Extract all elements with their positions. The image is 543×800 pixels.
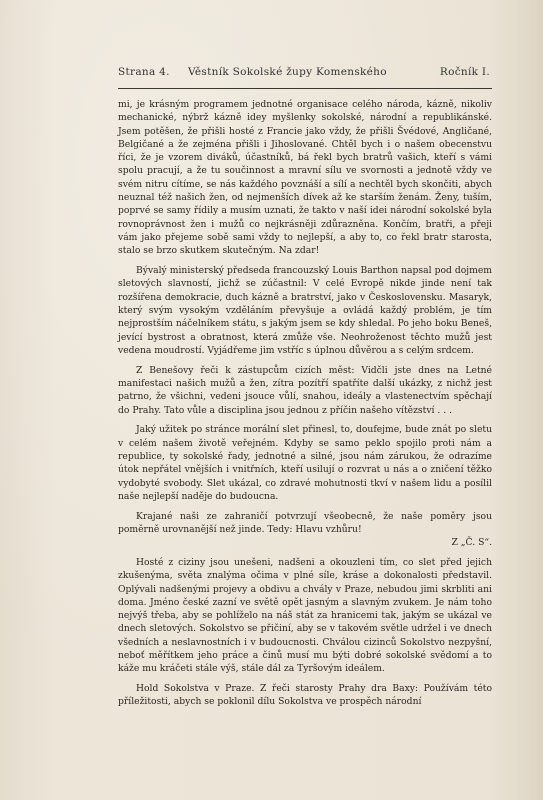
page-number: Strana 4.	[118, 66, 170, 78]
article-body	[118, 98, 492, 715]
paragraph: mi, je krásným programem jednotné organisace celého národa, kázně, nikoliv mechanické, nýbrž kázně idey myšlenky sokolské, národní a republikánské. Jsem potěšen, že přišli hosté z Francie jako vždy, že přišli Švédové, Angličané, Belgičané a že zejména přišli i Jihoslované. Chtěl bych i o našem obecenstvu říci, že je vzorem diváků, účastníků, bá řekl bych bratrů vašich, kteří s vámi spolu pracují, a že tu součinnost a mravní sílu ve svornosti a jednotě vždy ve svém nitru cítíme, se nás každého povznáší a sílí a nechtěl bych skončiti, abych neuznal též našich žen, od nejmenších dívek až ke starším ženám. Ženy, tuším, poprvé se samy řídily a musím uznati, že takto v naší idei národní sokolské byla rovnoprávnost žen i mužů co nejkrásněji zdůrazněna. Končím, bratři, a přeji vám jako přejeme sobě sami vždy to nejlepší, a aby to, co řekl bratr starosta, stalo se brzo skutkem skutečným. Na zdar!	[118, 99, 492, 257]
paragraph: Z Benešovy řeči k zástupcům cizích měst: Vidčli jste dnes na Letné manifestaci našich mužů a žen, zítra pozítří spatříte další ukázky, z nichž jest patrno, že všichni, vedeni jsouce vůlí, snahou, ideály a vlastenectvím spěchají do Prahy. Tato vůle a disciplina jsou jednou z příčin našeho vítězství . . .	[118, 364, 492, 416]
paragraph: Hold Sokolstva v Praze. Z řeči starosty Prahy dra Baxy: Používám této příležitosti, abych se poklonil dílu Sokolstva ve prospěch národní	[118, 683, 492, 708]
source-signature: Z „Č. S“.	[451, 537, 492, 549]
journal-title: Věstník Sokolské župy Komenského	[188, 66, 387, 78]
paragraph: Jaký užitek po stránce morální slet přinesl, to, doufejme, bude znát po sletu v celém našem životě veřejném. Kdyby se samo peklo spojilo proti nám a republice, ty sokolské řady, jednotné a silné, jsou nám zárukou, že odrazíme útok nepřátel vnějších i vnitřních, kteří usilují o rozvrat u nás a o zničení těžko vydobyté svobody. Slet ukázal, co zdravé mohutnosti tkví v našem lidu a posílil naše nejlepší naděje do budoucna.	[118, 424, 492, 502]
paragraph-text: Krajané naši ze zahraničí potvrzují všeobecně, že naše poměry jsou poměrně urovnanější než jinde. Tedy: Hlavu vzhůru!	[118, 510, 492, 535]
paragraph-with-signature	[118, 510, 492, 550]
header-rule	[118, 88, 492, 89]
paragraph: Bývalý ministerský předseda francouzský Louis Barthon napsal pod dojmem sletových slavností, jichž se zúčastnil: V celé Evropě nikde jinde není tak rozšířena demokracie, duch kázně a bratrství, jako v Československu. Masaryk, který svým vysokým vzděláním převyšuje a ovládá každý problém, je tím nejprostším náčelníkem státu, s jakým jsem se kdy shledal. Po jeho boku Beneš, jevící bystrost a obratnost, která zmůže vše. Neohroženost těchto mužů jest vedena moudrostí. Vyjádřeme jim vstříc s úplnou důvěrou a s celým srdcem.	[118, 265, 492, 356]
volume-number: Ročník I.	[439, 66, 490, 78]
running-header	[118, 66, 490, 84]
paragraph: Hosté z ciziny jsou unešeni, nadšeni a okouzleni tím, co slet před jejich zkušenýma, světa znalýma očima v plné síle, kráse a dokonalosti představil. Oplývali nadšenými projevy a obdivu a chvály v Praze, nebudou jimi skrbliti ani doma. Jméno české zazní ve světě opět jasným a slavným zvukem. Je nám toho nejvýš třeba, aby se pohlíželo na náš stát za hranicemi tak, jakým se ukázal ve dnech sletových. Sokolstvo se přičiní, aby se v takovém světle udržel i ve dnech všedních a neslavnostních i v budoucnosti. Chválou cizinců Sokolstvo nezpyšní, neboť měřítkem jeho práce a činů musí mu býti dobré sokolské svědomí a to káže mu kráčeti stále výš, stále dál za Tyršovým ideálem.	[118, 557, 492, 675]
